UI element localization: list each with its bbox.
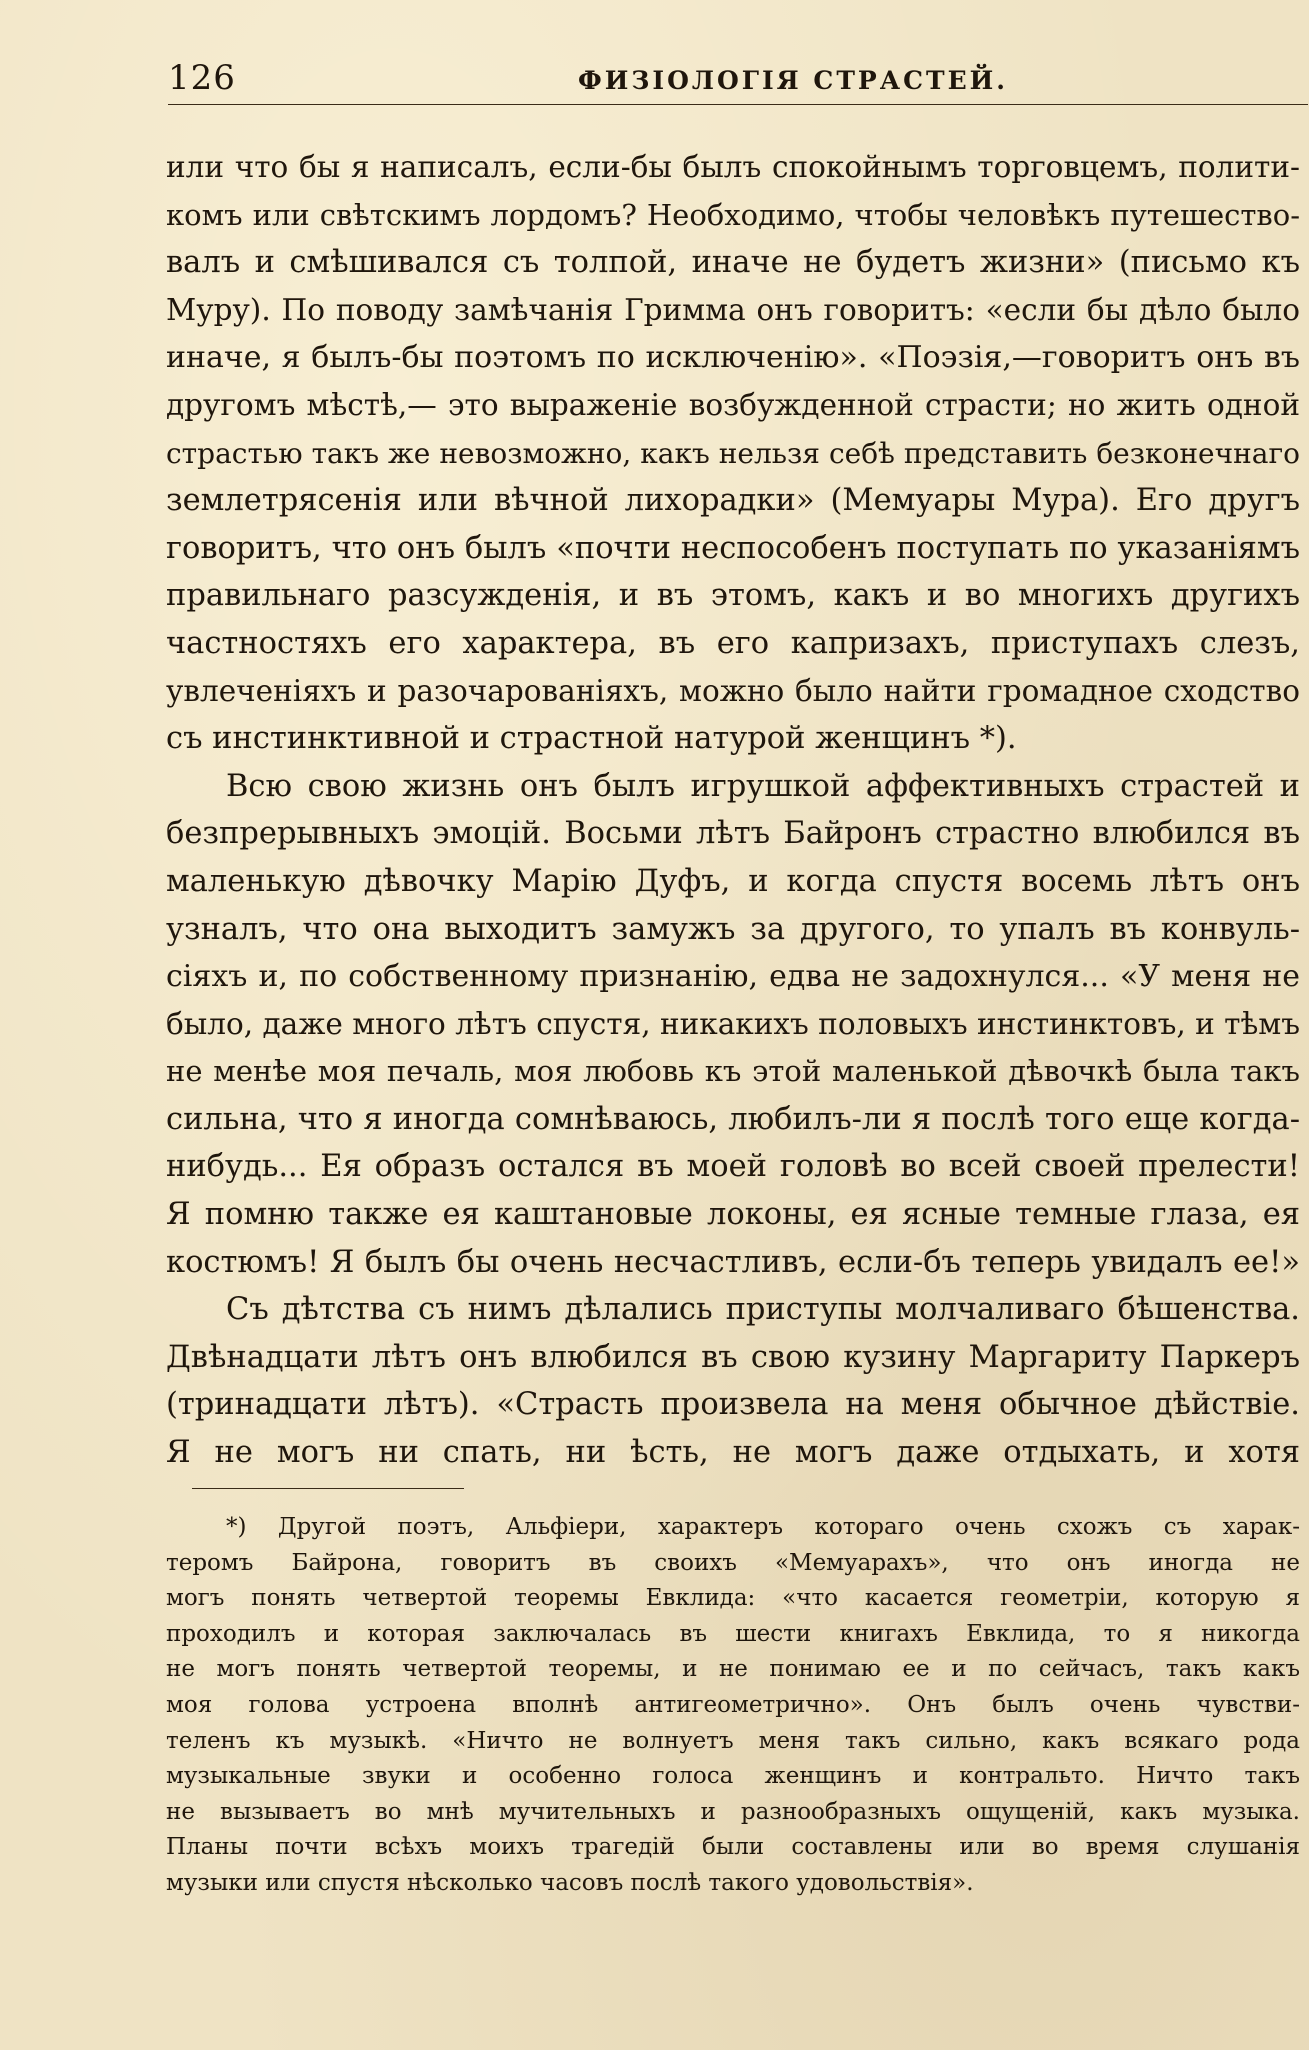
text-line: Муру). По поводу замѣчанія Гримма онъ говоритъ: «если бы дѣло было xyxy=(166,292,1300,327)
text-line: Я помню также ея каштановые локоны, ея ясные темные глаза, ея xyxy=(166,1197,1300,1233)
text-line: нибудь... Ея образъ остался въ моей головѣ во всей своей прелести! xyxy=(166,1149,1300,1185)
text-line: говоритъ, что онъ былъ «почти неспособенъ поступать по указаніямъ xyxy=(166,530,1300,566)
footnote-line: могъ понять четвертой теоремы Евклида: «что касается геометріи, которую я xyxy=(166,1585,1300,1612)
text-line: костюмъ! Я былъ бы очень несчастливъ, если-бъ теперь увидалъ ее!» xyxy=(166,1244,1300,1280)
main-text xyxy=(166,144,1300,1477)
footnote-line: музыкальные звуки и особенно голоса женщинъ и контральто. Ничто такъ xyxy=(166,1763,1300,1790)
footnote-rule xyxy=(192,1488,464,1489)
text-line: маленькую дѣвочку Марію Дуфъ, и когда спустя восемь лѣтъ онъ xyxy=(166,863,1300,899)
text-line: частностяхъ его характера, въ его капризахъ, приступахъ слезъ, xyxy=(166,625,1300,661)
text-line: Я не могъ ни спать, ни ѣсть, не могъ даже отдыхать, и хотя xyxy=(166,1435,1300,1471)
text-line: было, даже много лѣтъ спустя, никакихъ половыхъ инстинктовъ, и тѣмъ xyxy=(166,1006,1300,1041)
footnote-line: проходилъ и которая заключалась въ шести книгахъ Евклида, то я никогда xyxy=(166,1620,1300,1647)
footnote-line: теромъ Байрона, говоритъ въ своихъ «Мемуарахъ», что онъ иногда не xyxy=(166,1549,1300,1576)
text-line: другомъ мѣстѣ,— это выраженіе возбужденной страсти; но жить одной xyxy=(166,387,1300,422)
footnote-line: не могъ понять четвертой теоремы, и не понимаю ее и по сейчасъ, такъ какъ xyxy=(166,1656,1300,1683)
text-line: землетрясенія или вѣчной лихорадки» (Мемуары Мура). Его другъ xyxy=(166,483,1300,519)
page-number: 126 xyxy=(168,58,236,98)
footnote-line: музыки или спустя нѣсколько часовъ послѣ такого удовольствія». xyxy=(166,1869,974,1896)
text-line: безпрерывныхъ эмоцій. Восьми лѣтъ Байронъ страстно влюбился въ xyxy=(166,816,1300,852)
text-line: валъ и смѣшивался съ толпой, иначе не будетъ жизни» (письмо къ xyxy=(166,245,1300,281)
footnote-line: *) Другой поэтъ, Альфіери, характеръ котораго очень схожъ съ харак- xyxy=(226,1514,1300,1540)
text-line: иначе, я былъ-бы поэтомъ по исключенiю». «Поэзія,—говоритъ онъ въ xyxy=(166,340,1300,376)
text-line: Съ дѣтства съ нимъ дѣлались приступы молчаливаго бѣшенства. xyxy=(226,1292,1300,1328)
running-title: ФИЗIОЛОГIЯ СТРАСТЕЙ. xyxy=(578,66,1008,95)
text-line: сіяхъ и, по собственному признанію, едва не задохнулся... «У меня не xyxy=(166,959,1300,995)
footnote xyxy=(166,1510,1300,1902)
text-line: Всю свою жизнь онъ былъ игрушкой аффективныхъ страстей и xyxy=(226,768,1300,804)
text-line: или что бы я написалъ, если-бы былъ спокойнымъ торговцемъ, полити- xyxy=(166,150,1300,184)
text-line: (тринадцати лѣтъ). «Страсть произвела на меня обычное дѣйствіе. xyxy=(166,1387,1300,1423)
footnote-line: не вызываетъ во мнѣ мучительныхъ и разнообразныхъ ощущеній, какъ музыка. xyxy=(166,1798,1300,1825)
text-line: Двѣнадцати лѣтъ онъ влюбился въ свою кузину Маргариту Паркеръ xyxy=(166,1339,1300,1375)
running-head xyxy=(168,58,1308,108)
footnote-line: теленъ къ музыкѣ. «Ничто не волнуетъ меня такъ сильно, какъ всякаго рода xyxy=(166,1727,1300,1754)
footnote-line: моя голова устроена вполнѣ антигеометрично». Онъ былъ очень чувстви- xyxy=(166,1691,1300,1718)
text-line: страстью такъ же невозможно, какъ нельзя себѣ представить безконечнаго xyxy=(166,436,1300,470)
text-line: правильнаго разсужденія, и въ этомъ, какъ и во многихъ другихъ xyxy=(166,578,1300,614)
text-line: увлеченіяхъ и разочарованіяхъ, можно было найти громадное сходство xyxy=(166,673,1300,708)
text-line: узналъ, что она выходитъ замужъ за другого, то упалъ въ конвуль- xyxy=(166,911,1300,947)
header-rule xyxy=(168,104,1308,105)
text-line: съ инстинктивной и страстной натурой женщинъ *). xyxy=(166,721,1017,757)
text-line: не менѣе моя печаль, моя любовь къ этой маленькой дѣвочкѣ была такъ xyxy=(166,1054,1300,1089)
footnote-line: Планы почти всѣхъ моихъ трагедій были составлены или во время слушанія xyxy=(166,1834,1300,1861)
text-line: сильна, что я иногда сомнѣваюсь, любилъ-ли я послѣ того еще когда- xyxy=(166,1101,1300,1137)
text-line: комъ или свѣтскимъ лордомъ? Необходимо, чтобы человѣкъ путешество- xyxy=(166,197,1300,232)
